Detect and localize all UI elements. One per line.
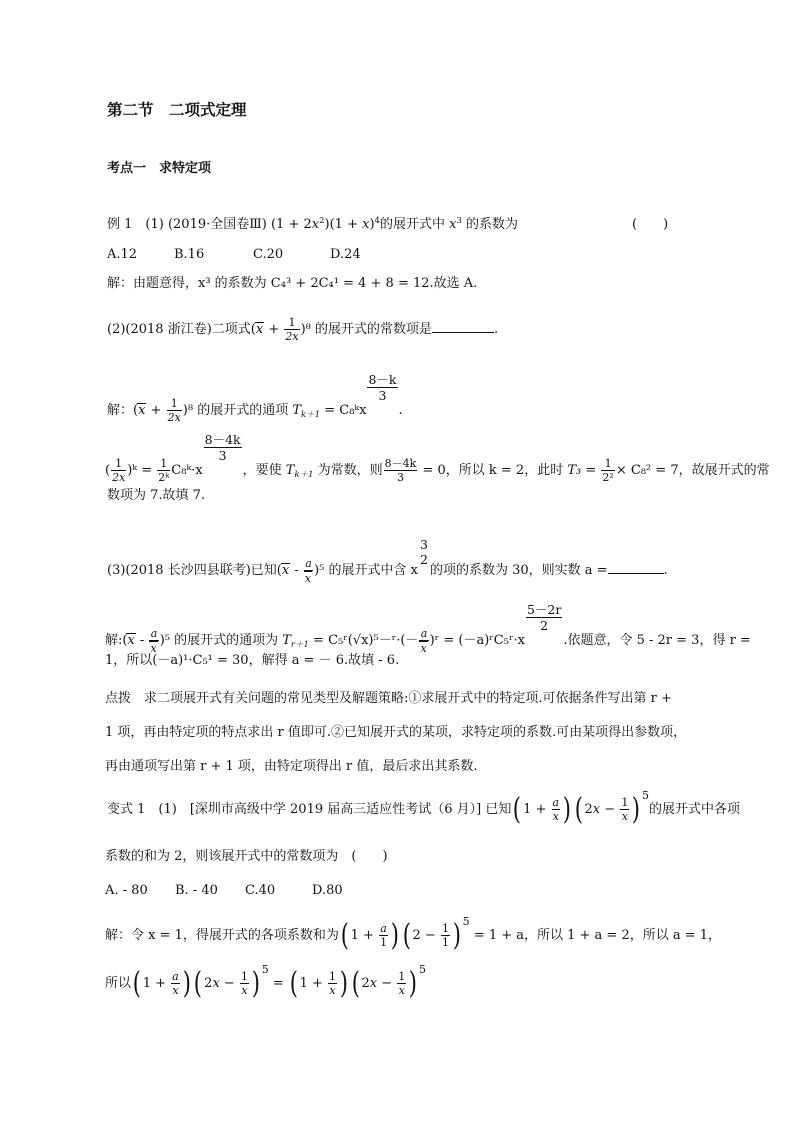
tip-line-3: 再由通项写出第 r + 1 项，由特定项得出 r 值，最后求出其系数.: [105, 759, 478, 774]
option-a: A. - 80: [105, 883, 148, 898]
option-b: B. - 40: [175, 883, 218, 898]
tip-line-2: 1 项，再由特定项的特点求出 r 值即可.②已知展开式的某项，求特定项的系数.可由某项得出参数项，: [105, 725, 687, 740]
option-b: B.16: [174, 247, 205, 262]
example-2-solution-line3: 数项为 7.故填 7.: [107, 488, 206, 503]
topic-title: 考点一 求特定项: [107, 161, 212, 176]
variation-1-solution-line1: 解：令 x = 1，得展开式的各项系数和为( 1 + $\frac{a}{1}$ ) ( 2 − $\frac{1}{1}$ ) $^5$ = 1 + a，所以 1 + a = 2，所以 a = 1，: [105, 915, 722, 953]
page-title: 第二节 二项式定理: [107, 100, 247, 119]
tip-line-1: 点拨 求二项展开式有关问题的常见类型及解题策略:①求展开式中的特定项.可依据条件写出第 r +: [105, 691, 672, 706]
example-3-question: (3)(2018 长沙四县联考)已知(x - $\frac{a}{x}$ )⁵ 的展开式中含 x 3 2 的项的系数为 30，则实数 a = .: [107, 537, 668, 585]
variation-1-solution-line2: 所以( 1 + $\frac{a}{x}$ ) ( 2x − $\frac{1}{x}$ ) $^5$ = ( 1 + $\frac{1}{x}$ ) ( 2x − $\frac{1}{x}$ ) $^5$: [105, 963, 426, 1001]
option-c: C.40: [245, 883, 276, 898]
variation-1-question-line2: 系数的和为 2，则该展开式中的常数项为 ( ): [105, 849, 388, 864]
example-2-question: (2)(2018 浙江卷)二项式(x + $\frac{1}{2x}$ )⁸ 的展开式的常数项是 .: [107, 316, 499, 343]
example-1-options: [107, 246, 361, 264]
example-3-solution-line1: 解:(x - $\frac{a}{x}$ )⁵ 的展开式的通项为 $T_{r+1}$ = C₅ʳ(√x)⁵－ʳ·(－ $\frac{a}{x}$ )ʳ = (－a)ʳC₅ʳ·x $\frac{5-2r}{2}$ .依题意，令 5 - 2r = 3，得 r =: [105, 602, 751, 655]
option-c: C.20: [253, 247, 284, 262]
example-1-solution: 解：由题意得，x³ 的系数为 C₄³ + 2C₄¹ = 4 + 8 = 12.故选 A.: [107, 276, 478, 291]
answer-bracket: ( ): [632, 217, 669, 232]
example-3-solution-line2: 1，所以(－a)¹·C₅¹ = 30，解得 a = － 6.故填 - 6.: [105, 653, 400, 668]
variation-1-question: 变式 1 (1) [深圳市高级中学 2019 届高三适应性考试（6 月）] 已知( 1 + $\frac{a}{x}$ ) ( 2x − $\frac{1}{x}$ ) $^5$的展开式中各项: [107, 789, 741, 827]
option-a: A.12: [107, 247, 138, 262]
option-d: D.80: [312, 883, 343, 898]
example-2-solution-line2: ( $\frac{1}{2x}$ )ᵏ = $\frac{1}{\text{2ᵏ}}$ C₈ᵏ·x $\frac{8-4k}{3}$ ，要使 $T_{k+1}$ 为常数，则 $\frac{8-4k}{3}$ = 0，所以 k = 2，此时 T₃ = $\frac{1}{\text{2²}}$ × C₈² = 7，故展开式的常: [105, 432, 770, 484]
example-2-solution-line1: 解：(x + $\frac{1}{2x}$ )⁸ 的展开式的通项 $T_{k+1}$ = C₈ᵏx $\frac{8-k}{3}$ .: [107, 372, 403, 424]
variation-1-options: [105, 882, 343, 900]
example-1-question: 例 1 (1) (2019·全国卷Ⅲ) $(1 + 2x^2)(1 + x)^4$的展开式中 $x^3$ 的系数为: [107, 216, 518, 232]
option-d: D.24: [330, 247, 361, 262]
